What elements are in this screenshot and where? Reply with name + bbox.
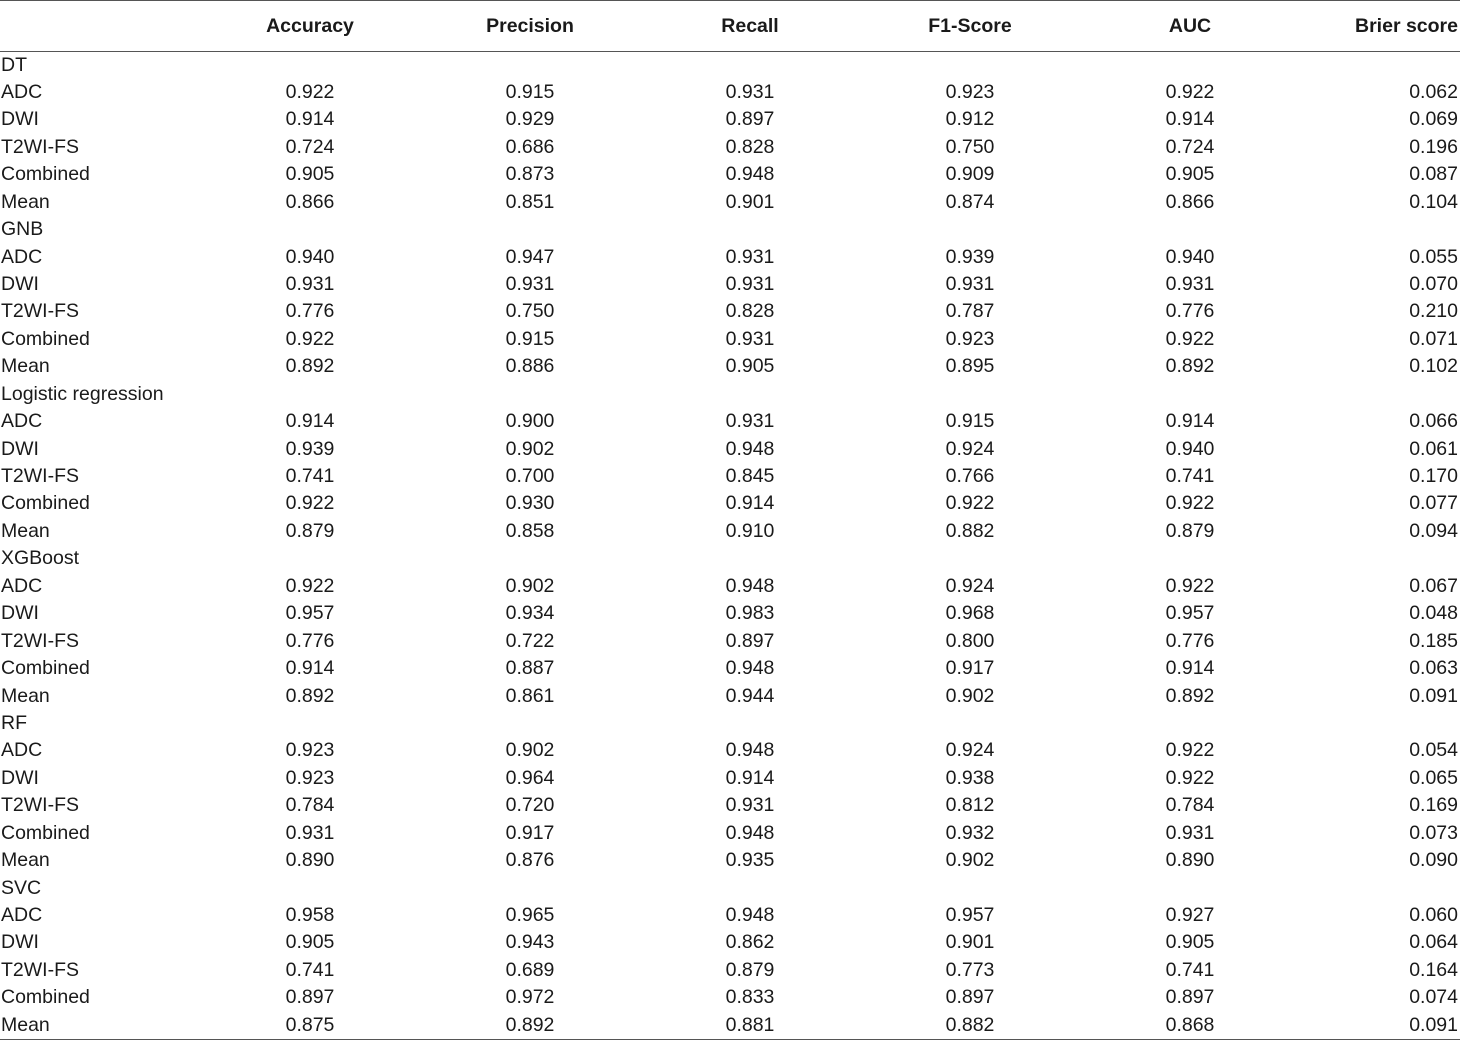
cell-recall: 0.948	[725, 163, 775, 186]
table-row	[0, 436, 1460, 463]
cell-f1-score: 0.923	[945, 80, 995, 103]
cell-accuracy: 0.923	[285, 739, 335, 762]
cell-auc: 0.940	[1165, 437, 1215, 460]
row-label: Combined	[1, 327, 90, 350]
table-row	[0, 683, 1460, 710]
cell-f1-score: 0.924	[945, 437, 995, 460]
row-label: T2WI-FS	[1, 135, 79, 158]
cell-recall: 0.983	[725, 602, 775, 625]
cell-recall: 0.845	[725, 465, 775, 488]
cell-auc: 0.914	[1165, 410, 1215, 433]
cell-brier-score: 0.094	[1409, 519, 1458, 542]
row-label: T2WI-FS	[1, 300, 79, 323]
cell-accuracy: 0.905	[285, 163, 335, 186]
cell-brier-score: 0.196	[1409, 135, 1458, 158]
cell-recall: 0.862	[725, 931, 775, 954]
cell-recall: 0.914	[725, 492, 775, 515]
table-row	[0, 271, 1460, 298]
cell-precision: 0.934	[505, 602, 555, 625]
group-label: XGBoost	[1, 547, 80, 570]
cell-brier-score: 0.071	[1409, 327, 1458, 350]
group-row	[0, 710, 1460, 737]
cell-brier-score: 0.170	[1409, 465, 1458, 488]
cell-precision: 0.915	[505, 327, 555, 350]
table-row	[0, 1012, 1460, 1039]
cell-auc: 0.922	[1165, 574, 1215, 597]
cell-precision: 0.915	[505, 80, 555, 103]
cell-precision: 0.965	[505, 904, 555, 927]
header-empty-cell	[0, 1, 200, 52]
cell-accuracy: 0.776	[285, 300, 335, 323]
cell-accuracy: 0.940	[285, 245, 335, 268]
cell-brier-score: 0.054	[1409, 739, 1458, 762]
cell-brier-score: 0.169	[1409, 794, 1458, 817]
row-label: ADC	[1, 904, 43, 927]
row-label: Combined	[1, 986, 90, 1009]
cell-f1-score: 0.923	[945, 327, 995, 350]
cell-f1-score: 0.773	[945, 958, 995, 981]
row-label: Mean	[1, 849, 50, 872]
row-label: T2WI-FS	[1, 465, 79, 488]
cell-auc: 0.868	[1080, 1012, 1300, 1039]
cell-f1-score: 0.902	[945, 849, 995, 872]
cell-f1-score: 0.766	[945, 465, 995, 488]
cell-recall: 0.914	[725, 766, 775, 789]
table-row	[0, 628, 1460, 655]
cell-precision: 0.900	[505, 410, 555, 433]
cell-brier-score: 0.061	[1409, 437, 1458, 460]
cell-recall: 0.948	[725, 904, 775, 927]
cell-f1-score: 0.917	[945, 657, 995, 680]
cell-recall: 0.828	[725, 135, 775, 158]
cell-f1-score: 0.812	[945, 794, 995, 817]
header-auc: AUC	[1080, 1, 1300, 52]
cell-recall: 0.931	[725, 794, 775, 817]
group-label: Logistic regression	[1, 382, 164, 405]
cell-brier-score: 0.090	[1409, 849, 1458, 872]
cell-f1-score: 0.915	[945, 410, 995, 433]
cell-f1-score: 0.938	[945, 766, 995, 789]
row-label: T2WI-FS	[1, 629, 79, 652]
group-row	[0, 545, 1460, 572]
cell-accuracy: 0.922	[285, 492, 335, 515]
cell-precision: 0.943	[505, 931, 555, 954]
cell-auc: 0.897	[1165, 986, 1215, 1009]
header-precision: Precision	[420, 1, 640, 52]
cell-f1-score: 0.924	[945, 574, 995, 597]
cell-auc: 0.866	[1165, 190, 1215, 213]
cell-brier-score: 0.077	[1409, 492, 1458, 515]
header-accuracy: Accuracy	[200, 1, 420, 52]
cell-brier-score: 0.091	[1409, 684, 1458, 707]
cell-precision: 0.886	[505, 355, 555, 378]
cell-brier-score: 0.087	[1409, 163, 1458, 186]
cell-brier-score: 0.065	[1409, 766, 1458, 789]
cell-auc: 0.905	[1165, 163, 1215, 186]
cell-auc: 0.776	[1165, 300, 1215, 323]
cell-accuracy: 0.931	[285, 821, 335, 844]
cell-recall: 0.935	[725, 849, 775, 872]
cell-recall: 0.910	[725, 519, 775, 542]
cell-accuracy: 0.892	[285, 684, 335, 707]
table-row	[0, 189, 1460, 216]
cell-precision: 0.873	[505, 163, 555, 186]
cell-accuracy: 0.905	[285, 931, 335, 954]
cell-accuracy: 0.957	[285, 602, 335, 625]
cell-brier-score: 0.063	[1409, 657, 1458, 680]
cell-auc: 0.724	[1165, 135, 1215, 158]
cell-f1-score: 0.922	[945, 492, 995, 515]
cell-recall: 0.897	[725, 629, 775, 652]
row-label: Mean	[1, 684, 50, 707]
cell-brier-score: 0.073	[1409, 821, 1458, 844]
cell-auc: 0.922	[1165, 766, 1215, 789]
cell-f1-score: 0.924	[945, 739, 995, 762]
row-label: Mean	[1, 519, 50, 542]
cell-f1-score: 0.800	[945, 629, 995, 652]
cell-brier-score: 0.064	[1409, 931, 1458, 954]
cell-precision: 0.851	[505, 190, 555, 213]
cell-precision: 0.750	[505, 300, 555, 323]
cell-accuracy: 0.741	[285, 465, 335, 488]
table-row	[0, 902, 1460, 929]
table-row	[0, 737, 1460, 764]
cell-brier-score: 0.060	[1409, 904, 1458, 927]
cell-f1-score: 0.939	[945, 245, 995, 268]
row-label: ADC	[1, 80, 43, 103]
cell-f1-score: 0.882	[945, 519, 995, 542]
table-row	[0, 820, 1460, 847]
cell-precision: 0.887	[505, 657, 555, 680]
row-label: Mean	[1, 355, 50, 378]
cell-recall: 0.897	[725, 108, 775, 131]
cell-f1-score: 0.968	[945, 602, 995, 625]
group-label: SVC	[1, 876, 42, 899]
cell-recall: 0.905	[725, 355, 775, 378]
row-label: ADC	[1, 245, 43, 268]
table-row	[0, 79, 1460, 106]
table-body	[0, 52, 1460, 1040]
cell-accuracy: 0.922	[285, 327, 335, 350]
header-f1-score: F1-Score	[860, 1, 1080, 52]
cell-auc: 0.890	[1165, 849, 1215, 872]
cell-precision: 0.686	[505, 135, 555, 158]
cell-accuracy: 0.931	[285, 272, 335, 295]
row-label: ADC	[1, 739, 43, 762]
cell-precision: 0.858	[505, 519, 555, 542]
cell-accuracy: 0.892	[285, 355, 335, 378]
cell-precision: 0.964	[505, 766, 555, 789]
table-row	[0, 518, 1460, 545]
row-label: DWI	[1, 108, 39, 131]
cell-auc: 0.922	[1165, 327, 1215, 350]
group-row	[0, 216, 1460, 243]
cell-brier-score: 0.067	[1409, 574, 1458, 597]
cell-recall: 0.948	[725, 574, 775, 597]
cell-recall: 0.931	[725, 245, 775, 268]
cell-precision: 0.947	[505, 245, 555, 268]
group-row	[0, 381, 1460, 408]
row-label: DWI	[1, 766, 39, 789]
cell-f1-score: 0.901	[945, 931, 995, 954]
cell-f1-score: 0.902	[945, 684, 995, 707]
table-row	[0, 600, 1460, 627]
cell-precision: 0.902	[505, 437, 555, 460]
cell-accuracy: 0.866	[285, 190, 335, 213]
cell-precision: 0.722	[505, 629, 555, 652]
cell-brier-score: 0.048	[1409, 602, 1458, 625]
cell-precision: 0.972	[505, 986, 555, 1009]
cell-auc: 0.741	[1165, 465, 1215, 488]
cell-brier-score: 0.185	[1409, 629, 1458, 652]
cell-brier-score: 0.074	[1409, 986, 1458, 1009]
table-row	[0, 984, 1460, 1011]
header-brier-score: Brier score	[1300, 1, 1460, 52]
row-label: Combined	[1, 163, 90, 186]
table-row	[0, 353, 1460, 380]
row-label: DWI	[1, 437, 39, 460]
cell-brier-score: 0.210	[1409, 300, 1458, 323]
cell-brier-score: 0.062	[1409, 80, 1458, 103]
cell-precision: 0.931	[505, 272, 555, 295]
cell-accuracy: 0.922	[285, 574, 335, 597]
cell-brier-score: 0.164	[1409, 958, 1458, 981]
cell-auc: 0.784	[1165, 794, 1215, 817]
row-label: DWI	[1, 602, 39, 625]
cell-auc: 0.940	[1165, 245, 1215, 268]
cell-recall: 0.931	[725, 80, 775, 103]
cell-recall: 0.948	[725, 657, 775, 680]
cell-auc: 0.922	[1165, 80, 1215, 103]
group-label: GNB	[1, 218, 44, 241]
cell-f1-score: 0.897	[945, 986, 995, 1009]
cell-auc: 0.922	[1165, 492, 1215, 515]
cell-precision: 0.902	[505, 739, 555, 762]
table-row	[0, 134, 1460, 161]
row-label: Combined	[1, 492, 90, 515]
cell-accuracy: 0.741	[285, 958, 335, 981]
cell-accuracy: 0.958	[285, 904, 335, 927]
cell-precision: 0.689	[505, 958, 555, 981]
cell-recall: 0.931	[725, 327, 775, 350]
cell-accuracy: 0.875	[200, 1012, 420, 1039]
cell-f1-score: 0.957	[945, 904, 995, 927]
cell-f1-score: 0.750	[945, 135, 995, 158]
table-row	[0, 847, 1460, 874]
cell-recall: 0.944	[725, 684, 775, 707]
table-row	[0, 298, 1460, 325]
table-row	[0, 463, 1460, 490]
cell-precision: 0.700	[505, 465, 555, 488]
cell-precision: 0.917	[505, 821, 555, 844]
table-row	[0, 408, 1460, 435]
header-row	[0, 1, 1460, 52]
cell-recall: 0.931	[725, 272, 775, 295]
table-row	[0, 161, 1460, 188]
table-header	[0, 1, 1460, 52]
cell-auc: 0.892	[1165, 684, 1215, 707]
cell-recall: 0.901	[725, 190, 775, 213]
row-label: Mean	[0, 1012, 200, 1039]
row-label: DWI	[1, 272, 39, 295]
group-row	[0, 875, 1460, 902]
cell-precision: 0.861	[505, 684, 555, 707]
cell-auc: 0.914	[1165, 108, 1215, 131]
row-label: ADC	[1, 574, 43, 597]
cell-auc: 0.892	[1165, 355, 1215, 378]
cell-f1-score: 0.874	[945, 190, 995, 213]
table-row	[0, 326, 1460, 353]
table-row	[0, 930, 1460, 957]
row-label: Combined	[1, 657, 90, 680]
header-recall: Recall	[640, 1, 860, 52]
cell-auc: 0.879	[1165, 519, 1215, 542]
group-row	[0, 52, 1460, 79]
cell-f1-score: 0.895	[945, 355, 995, 378]
cell-recall: 0.881	[640, 1012, 860, 1039]
cell-accuracy: 0.939	[285, 437, 335, 460]
row-label: DWI	[1, 931, 39, 954]
cell-brier-score: 0.104	[1409, 190, 1458, 213]
table-row	[0, 244, 1460, 271]
cell-recall: 0.879	[725, 958, 775, 981]
cell-precision: 0.929	[505, 108, 555, 131]
cell-auc: 0.741	[1165, 958, 1215, 981]
cell-auc: 0.931	[1165, 821, 1215, 844]
row-label: ADC	[1, 410, 43, 433]
cell-accuracy: 0.879	[285, 519, 335, 542]
row-label: T2WI-FS	[1, 794, 79, 817]
cell-brier-score: 0.070	[1409, 272, 1458, 295]
cell-auc: 0.957	[1165, 602, 1215, 625]
cell-accuracy: 0.914	[285, 108, 335, 131]
table-row	[0, 792, 1460, 819]
group-label: DT	[1, 53, 27, 76]
table-row	[0, 573, 1460, 600]
cell-brier-score: 0.069	[1409, 108, 1458, 131]
cell-precision: 0.876	[505, 849, 555, 872]
cell-accuracy: 0.776	[285, 629, 335, 652]
cell-accuracy: 0.784	[285, 794, 335, 817]
cell-accuracy: 0.914	[285, 410, 335, 433]
cell-f1-score: 0.912	[945, 108, 995, 131]
cell-precision: 0.930	[505, 492, 555, 515]
cell-recall: 0.948	[725, 739, 775, 762]
cell-accuracy: 0.922	[285, 80, 335, 103]
cell-accuracy: 0.923	[285, 766, 335, 789]
cell-accuracy: 0.897	[285, 986, 335, 1009]
cell-recall: 0.948	[725, 437, 775, 460]
cell-brier-score: 0.102	[1409, 355, 1458, 378]
cell-recall: 0.833	[725, 986, 775, 1009]
table-row	[0, 957, 1460, 984]
table-row	[0, 491, 1460, 518]
row-label: T2WI-FS	[1, 958, 79, 981]
cell-accuracy: 0.914	[285, 657, 335, 680]
cell-f1-score: 0.932	[945, 821, 995, 844]
cell-auc: 0.927	[1165, 904, 1215, 927]
cell-auc: 0.914	[1165, 657, 1215, 680]
row-label: Combined	[1, 821, 90, 844]
cell-precision: 0.892	[420, 1012, 640, 1039]
cell-recall: 0.948	[725, 821, 775, 844]
cell-f1-score: 0.931	[945, 272, 995, 295]
row-label: Mean	[1, 190, 50, 213]
cell-brier-score: 0.066	[1409, 410, 1458, 433]
cell-accuracy: 0.724	[285, 135, 335, 158]
cell-f1-score: 0.909	[945, 163, 995, 186]
cell-f1-score: 0.787	[945, 300, 995, 323]
cell-recall: 0.828	[725, 300, 775, 323]
cell-brier-score: 0.055	[1409, 245, 1458, 268]
table-row	[0, 106, 1460, 133]
cell-auc: 0.922	[1165, 739, 1215, 762]
cell-f1-score: 0.882	[860, 1012, 1080, 1039]
group-label: RF	[1, 711, 27, 734]
table-row	[0, 655, 1460, 682]
cell-brier-score: 0.091	[1300, 1012, 1460, 1039]
cell-auc: 0.905	[1165, 931, 1215, 954]
cell-auc: 0.931	[1165, 272, 1215, 295]
cell-precision: 0.720	[505, 794, 555, 817]
cell-auc: 0.776	[1165, 629, 1215, 652]
cell-recall: 0.931	[725, 410, 775, 433]
cell-precision: 0.902	[505, 574, 555, 597]
cell-accuracy: 0.890	[285, 849, 335, 872]
table-row	[0, 765, 1460, 792]
